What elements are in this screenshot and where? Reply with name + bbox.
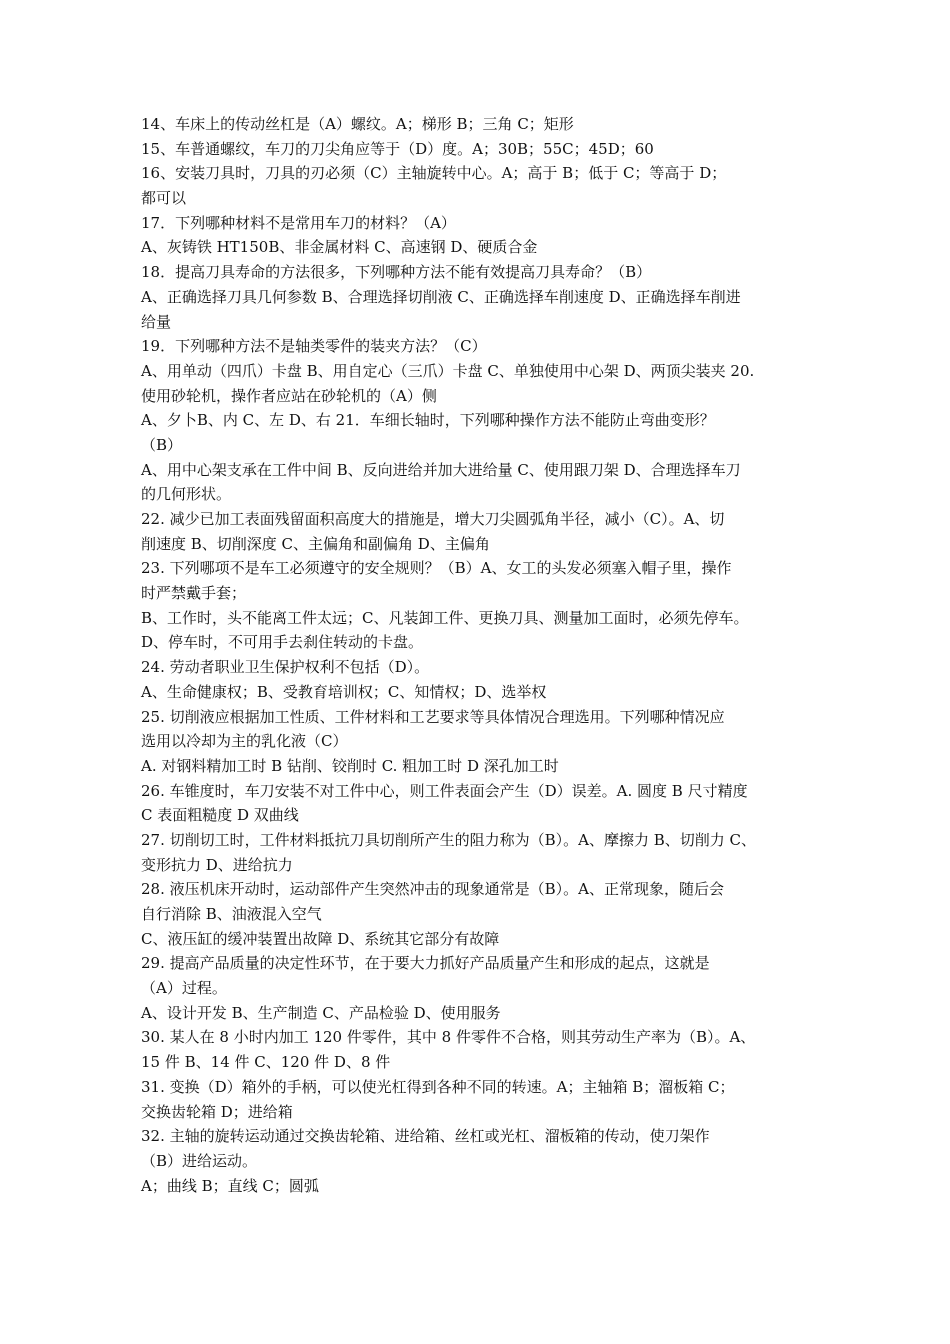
text-line: 25. 切削液应根据加工性质、工件材料和工艺要求等具体情况合理选用。下列哪种情况应 — [141, 707, 725, 726]
text-line: （B） — [141, 435, 183, 454]
text-line: 16、安装刀具时，刀具的刃必须（C）主轴旋转中心。A；高于 B；低于 C；等高于 D； — [141, 164, 727, 183]
text-line: A. 对钢料精加工时 B 钻削、铰削时 C. 粗加工时 D 深孔加工时 — [141, 756, 559, 775]
text-line: C 表面粗糙度 D 双曲线 — [141, 806, 299, 825]
text-line: A、生命健康权；B、受教育培训权；C、知情权；D、选举权 — [141, 682, 547, 701]
text-line: 26. 车锥度时，车刀安装不对工件中心，则工件表面会产生（D）误差。A. 圆度 B 尺寸精度 — [141, 781, 748, 800]
text-line: 19．下列哪种方法不是轴类零件的装夹方法？（C） — [141, 337, 487, 356]
text-line: 15、车普通螺纹，车刀的刀尖角应等于（D）度。A；30B；55C；45D；60 — [141, 139, 654, 158]
text-line: 15 件 B、14 件 C、120 件 D、8 件 — [141, 1053, 391, 1072]
text-line: A、灰铸铁 HT150B、非金属材料 C、高速钢 D、硬质合金 — [141, 238, 538, 257]
text-line: （A）过程。 — [141, 979, 227, 998]
text-line: 14、车床上的传动丝杠是（A）螺纹。A；梯形 B；三角 C；矩形 — [141, 115, 574, 133]
text-line: 削速度 B、切削深度 C、主偏角和副偏角 D、主偏角 — [141, 534, 490, 553]
text-line: 31. 变换（D）箱外的手柄，可以使光杠得到各种不同的转速。A；主轴箱 B；溜板箱 C； — [141, 1077, 735, 1096]
text-line: A、正确选择刀具几何参数 B、合理选择切削液 C、正确选择车削速度 D、正确选择车削进 — [141, 287, 741, 306]
text-line: 28. 液压机床开动时，运动部件产生突然冲击的现象通常是（B）。A、正常现象，随后会 — [141, 880, 724, 899]
text-line: 18．提高刀具寿命的方法很多，下列哪种方法不能有效提高刀具寿命？（B） — [141, 263, 652, 282]
text-line: 自行消除 B、油液混入空气 — [141, 905, 322, 923]
text-line: 30. 某人在 8 小时内加工 120 件零件，其中 8 件零件不合格，则其劳动生产率为（B）。A、 — [141, 1028, 756, 1047]
text-line: A；曲线 B；直线 C；圆弧 — [141, 1176, 319, 1195]
text-line: A、用单动（四爪）卡盘 B、用自定心（三爪）卡盘 C、单独使用中心架 D、两顶尖装夹 20. — [141, 361, 755, 380]
text-line: 交换齿轮箱 D；进给箱 — [141, 1102, 293, 1121]
text-line: A、用中心架支承在工件中间 B、反向进给并加大进给量 C、使用跟刀架 D、合理选择车刀 — [141, 460, 741, 479]
text-line: 选用以冷却为主的乳化液（C） — [141, 732, 348, 751]
document-body — [141, 112, 841, 1198]
text-line: 17．下列哪种材料不是常用车刀的材料？（A） — [141, 213, 456, 232]
text-line: 24. 劳动者职业卫生保护权利不包括（D）。 — [141, 658, 430, 677]
text-line: 32. 主轴的旋转运动通过交换齿轮箱、进给箱、丝杠或光杠、溜板箱的传动，使刀架作 — [141, 1127, 710, 1146]
text-line: 时严禁戴手套； — [141, 584, 247, 603]
text-line: （B）进给运动。 — [141, 1151, 258, 1170]
text-line: 变形抗力 D、进给抗力 — [141, 855, 293, 874]
text-line: B、工作时，头不能离工件太远；C、凡装卸工件、更换刀具、测量加工面时，必须先停车。 — [141, 608, 749, 627]
text-line: 27. 切削切工时，工件材料抵抗刀具切削所产生的阻力称为（B）。A、摩擦力 B、切削力 C、 — [141, 830, 757, 849]
text-line: 使用砂轮机，操作者应站在砂轮机的（A）侧 — [141, 386, 437, 405]
text-line: 23. 下列哪项不是车工必须遵守的安全规则？（B）A、女工的头发必须塞入帽子里，操作 — [141, 559, 732, 578]
text-line: 给量 — [141, 312, 172, 331]
text-line: A、夕卜B、内 C、左 D、右 21．车细长轴时，下列哪种操作方法不能防止弯曲变形？ — [141, 411, 715, 430]
text-line: 的几何形状。 — [141, 485, 232, 504]
text-line: 29. 提高产品质量的决定性环节，在于要大力抓好产品质量产生和形成的起点，这就是 — [141, 954, 710, 973]
text-line: 都可以 — [141, 189, 187, 208]
text-line: A、设计开发 B、生产制造 C、产品检验 D、使用服务 — [141, 1003, 501, 1022]
text-line: 22. 减少已加工表面残留面积高度大的措施是，增大刀尖圆弧角半径，减小（C）。A、切 — [141, 510, 725, 528]
text-line: C、液压缸的缓冲装置出故障 D、系统其它部分有故障 — [141, 929, 500, 948]
text-line: D、停车时，不可用手去刹住转动的卡盘。 — [141, 633, 424, 652]
